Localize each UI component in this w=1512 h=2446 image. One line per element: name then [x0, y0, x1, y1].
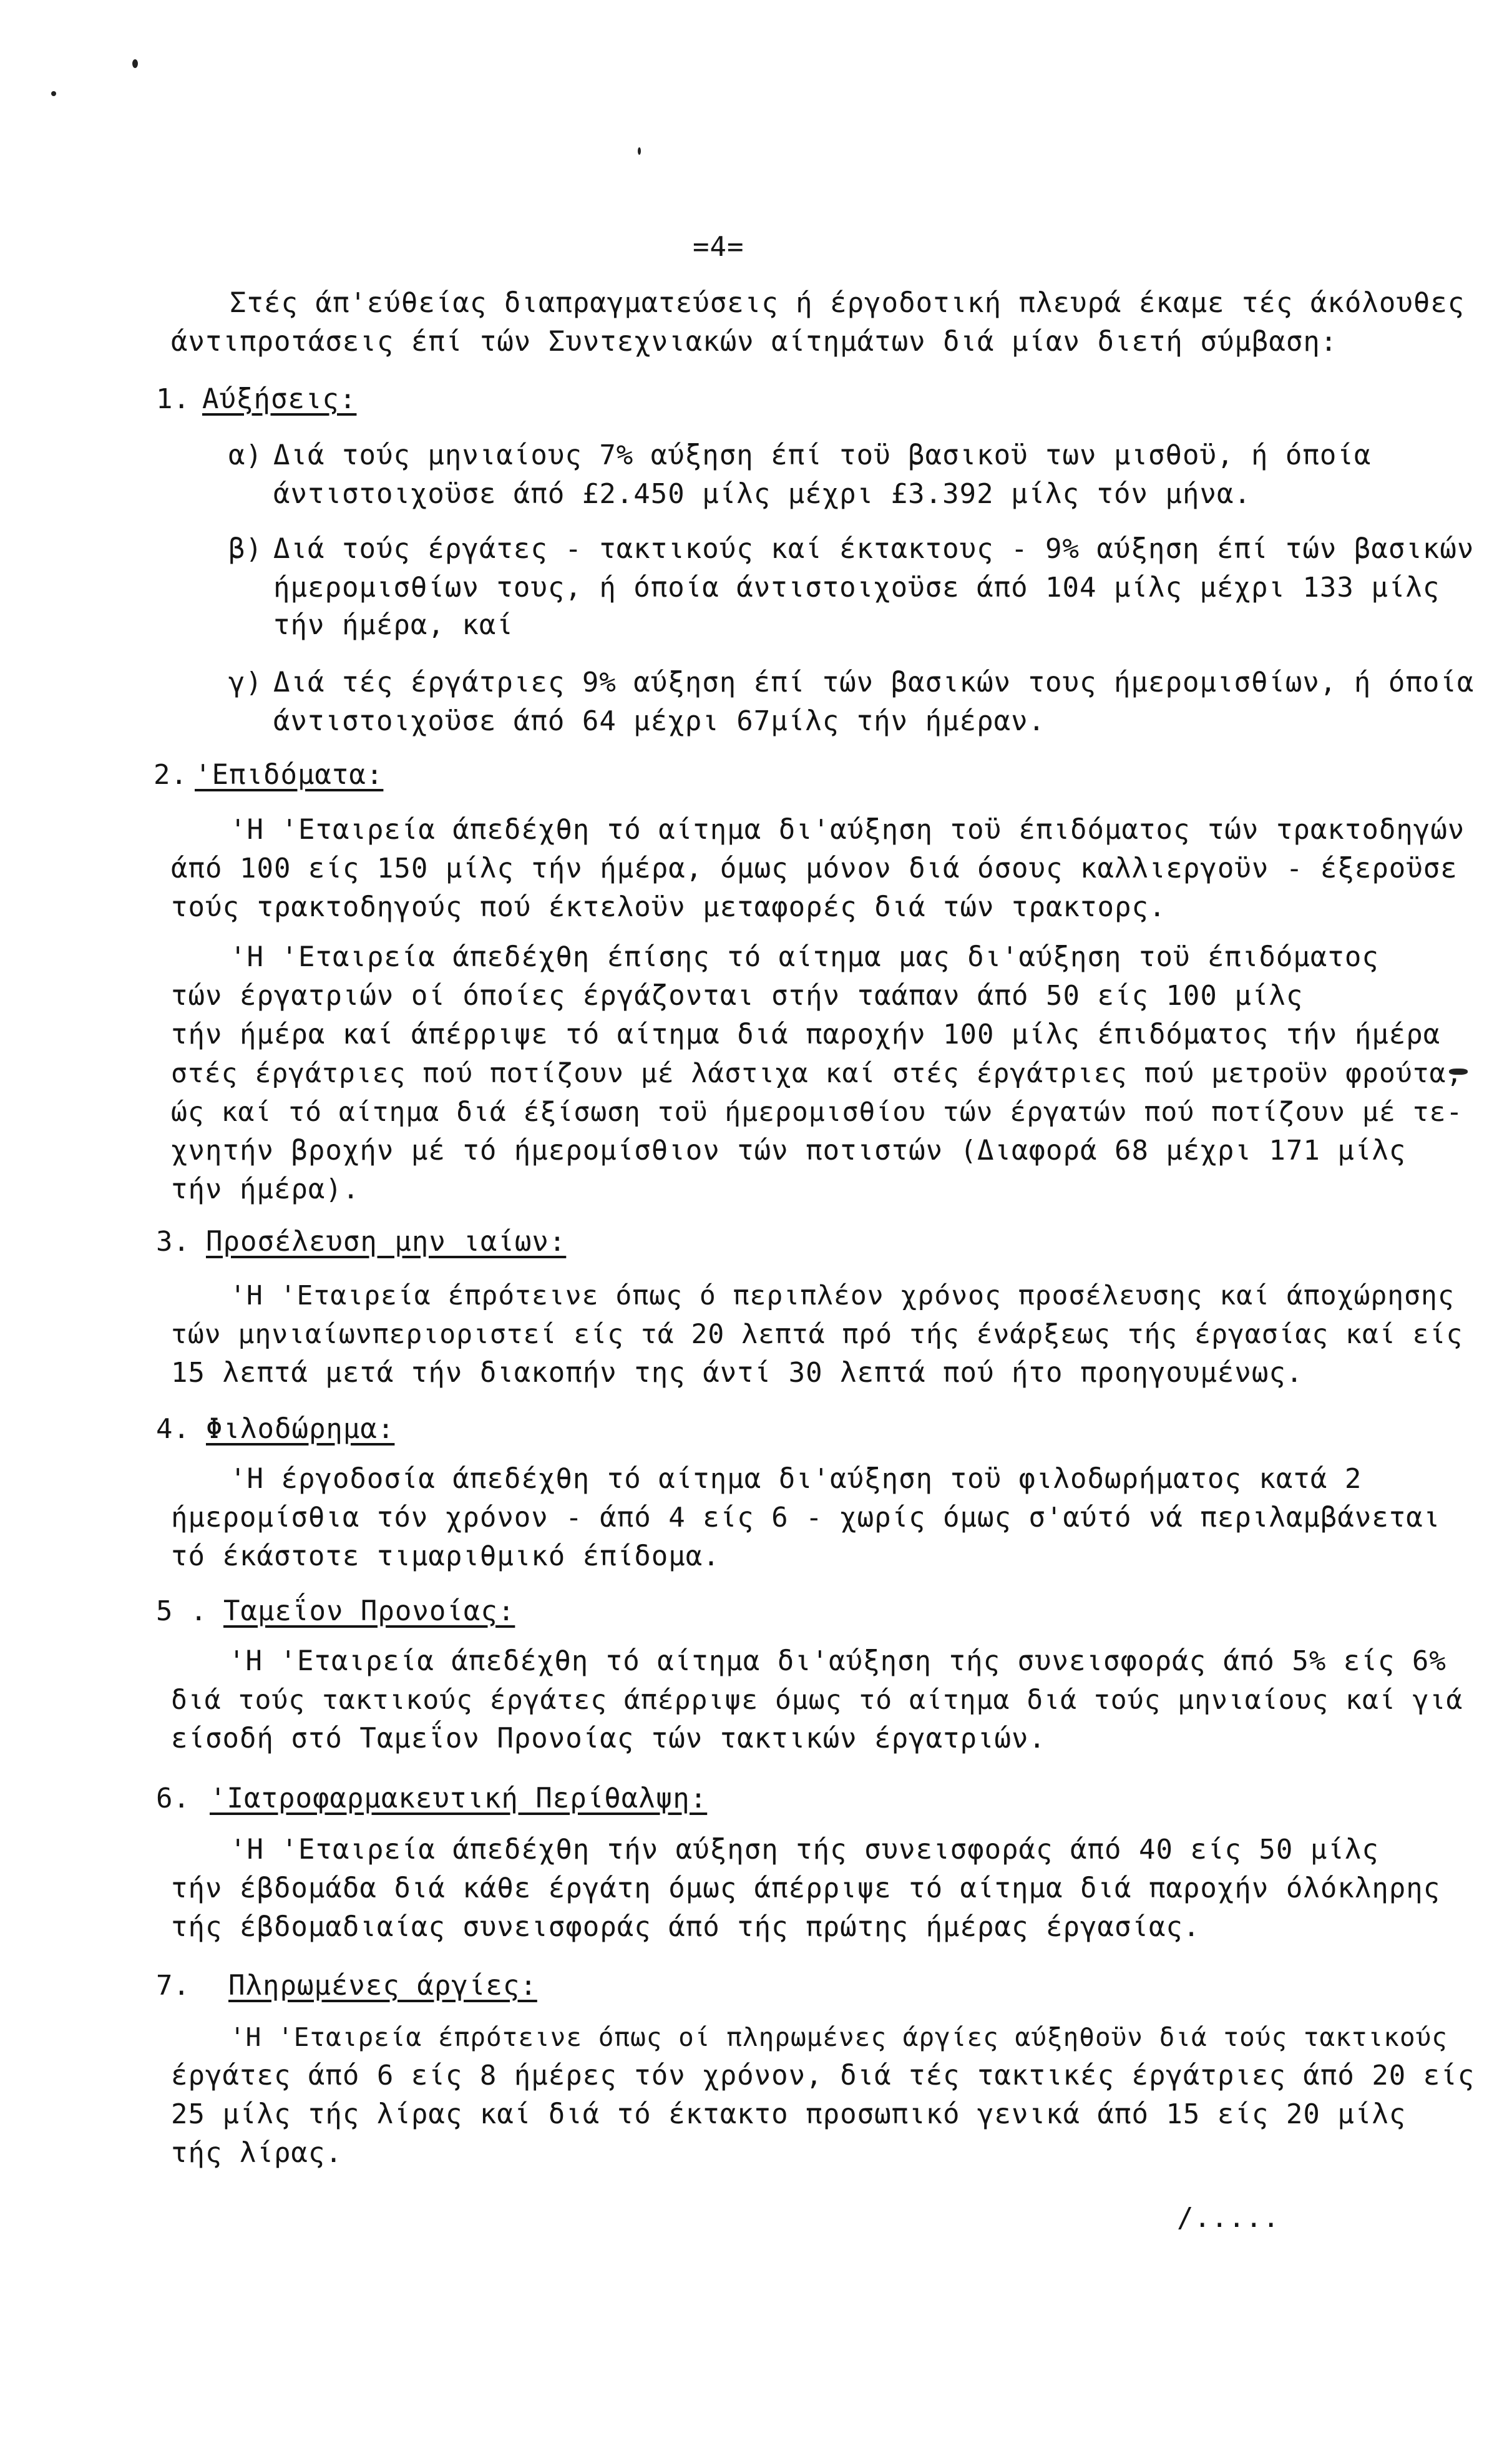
paragraph-line: 'Η 'Εταιρεία έπρότεινε όπως οί πληρωμένες άργίες αύξηθοϋν διά τούς τακτικούς	[230, 2022, 1448, 2052]
section-title: 'Επιδόματα:	[195, 759, 384, 791]
section-title: Προσέλευση μην ιαίων:	[206, 1226, 567, 1258]
item-line: Διά τές έργάτριες 9% αύξηση έπί τών βασικών τους ήμερομισθίων, ή όποία	[273, 667, 1475, 698]
paragraph-line: στές έργάτριες πού ποτίζουν μέ λάστιχα καί στές έργάτριες πού μετροϋν φρούτα,	[171, 1058, 1463, 1089]
section-title: Αύξήσεις:	[202, 383, 357, 415]
continuation-mark: /.....	[1177, 2202, 1280, 2234]
paragraph-line: 'Η έργοδοσία άπεδέχθη τό αίτημα δι'αύξηση τοϋ φιλοδωρήματος κατά 2	[230, 1463, 1362, 1495]
paragraph-line: τών έργατριών οί όποίες έργάζονται στήν ταάπαν άπό 50 είς 100 μίλς	[171, 980, 1304, 1012]
paragraph-line: 25 μίλς τής λίρας καί διά τό έκτακτο προσωπικό γενικά άπό 15 είς 20 μίλς	[171, 2098, 1407, 2130]
scan-speck	[132, 59, 138, 68]
section-number: 1.	[156, 383, 190, 415]
paragraph-line: διά τούς τακτικούς έργάτες άπέρριψε όμως τό αίτημα διά τούς μηνιαίους καί γιά	[171, 1685, 1463, 1716]
paragraph-line: ώς καί τό αίτημα διά έξίσωση τοϋ ήμερομισθίου τών έργατών πού ποτίζουν μέ τε-	[171, 1097, 1463, 1128]
item-label: α)	[228, 439, 263, 471]
paragraph-line: έργάτες άπό 6 είς 8 ήμέρες τόν χρόνον, διά τές τακτικές έργάτριες άπό 20 είς	[171, 2060, 1475, 2091]
item-line: τήν ήμέρα, καί	[273, 609, 514, 641]
paragraph-line: 'Η 'Εταιρεία άπεδέχθη έπίσης τό αίτημα μας δι'αύξηση τοϋ έπιδόματος	[230, 941, 1379, 973]
paragraph-line: τής έβδομαδιαίας συνεισφοράς άπό τής πρώτης ήμέρας έργασίας.	[171, 1911, 1201, 1943]
item-line: Διά τούς έργάτες - τακτικούς καί έκτακτους - 9% αύξηση έπί τών βασικών	[273, 533, 1475, 565]
page-number: =4=	[693, 231, 744, 263]
paragraph-line: τής λίρας.	[171, 2137, 343, 2169]
paragraph-line: άπό 100 είς 150 μίλς τήν ήμέρα, όμως μόνον διά όσους καλλιεργοϋν - έξεροϋσε	[171, 853, 1458, 884]
item-line: Διά τούς μηνιαίους 7% αύξηση έπί τοϋ βασικοϋ των μισθοϋ, ή όποία	[273, 439, 1372, 471]
paragraph-line: ήμερομίσθια τόν χρόνον - άπό 4 είς 6 - χωρίς όμως σ'αύτό νά περιλαμβάνεται	[171, 1502, 1441, 1534]
scan-speck	[51, 91, 56, 96]
section-number: 5 .	[156, 1595, 208, 1627]
section-number: 7.	[156, 1970, 190, 2002]
paragraph-line: 'Η 'Εταιρεία άπεδέχθη τό αίτημα δι'αύξηση τής συνεισφοράς άπό 5% είς 6%	[228, 1645, 1446, 1677]
paragraph-line: 'Η 'Εταιρεία έπρότεινε όπως ό περιπλέον χρόνος προσέλευσης καί άποχώρησης	[230, 1280, 1455, 1311]
item-line: άντιστοιχοϋσε άπό £2.450 μίλς μέχρι £3.392 μίλς τόν μήνα.	[273, 478, 1251, 510]
section-number: 2.	[154, 759, 188, 791]
paragraph-line: τούς τρακτοδηγούς πού έκτελοϋν μεταφορές διά τών τρακτορς.	[171, 891, 1166, 923]
section-title: Φιλοδώρημα:	[206, 1413, 395, 1445]
intro-line: άντιπροτάσεις έπί τών Συντεχνιακών αίτημάτων διά μίαν διετή σύμβαση:	[171, 326, 1338, 358]
intro-line: Στές άπ'εύθείας διαπραγματεύσεις ή έργοδοτική πλευρά έκαμε τές άκόλουθες	[230, 287, 1465, 319]
item-line: άντιστοιχοϋσε άπό 64 μέχρι 67μίλς τήν ήμέραν.	[273, 705, 1046, 737]
paragraph-line: 15 λεπτά μετά τήν διακοπήν της άντί 30 λεπτά πού ήτο προηγουμένως.	[171, 1357, 1304, 1389]
paragraph-line: 'Η 'Εταιρεία άπεδέχθη τό αίτημα δι'αύξηση τοϋ έπιδόματος τών τρακτοδηγών	[230, 814, 1465, 846]
section-title: 'Ιατροφαρμακευτική Περίθαλψη:	[210, 1783, 708, 1814]
item-label: β)	[228, 533, 263, 565]
paragraph-line: χνητήν βροχήν μέ τό ήμερομίσθιον τών ποτιστών (Διαφορά 68 μέχρι 171 μίλς	[171, 1135, 1407, 1167]
section-title: Πληρωμένες άργίες:	[228, 1970, 537, 2002]
paragraph-line: τήν ήμέρα).	[171, 1173, 360, 1205]
section-title: Ταμεΐον Προνοίας:	[223, 1595, 515, 1627]
section-number: 6.	[156, 1783, 190, 1814]
section-number: 4.	[156, 1413, 190, 1445]
item-label: γ)	[228, 667, 263, 698]
paragraph-line: 'Η 'Εταιρεία άπεδέχθη τήν αύξηση τής συνεισφοράς άπό 40 είς 50 μίλς	[230, 1834, 1379, 1866]
section-number: 3.	[156, 1226, 190, 1258]
paragraph-line: είσοδή στό Ταμεΐον Προνοίας τών τακτικών έργατριών.	[171, 1723, 1046, 1754]
paragraph-line: τήν ήμέρα καί άπέρριψε τό αίτημα διά παροχήν 100 μίλς έπιδόματος τήν ήμέρα	[171, 1019, 1441, 1050]
paragraph-line: τήν έβδομάδα διά κάθε έργάτη όμως άπέρριψε τό αίτημα διά παροχήν όλόκληρης	[171, 1872, 1441, 1904]
paragraph-line: τών μηνιαίωνπεριοριστεί είς τά 20 λεπτά πρό τής ένάρξεως τής έργασίας καί είς	[171, 1319, 1463, 1350]
item-line: ήμερομισθίων τους, ή όποία άντιστοιχοϋσε άπό 104 μίλς μέχρι 133 μίλς	[273, 572, 1440, 604]
paragraph-line: τό έκάστοτε τιμαριθμικό έπίδομα.	[171, 1540, 720, 1572]
scan-speck	[638, 147, 641, 155]
